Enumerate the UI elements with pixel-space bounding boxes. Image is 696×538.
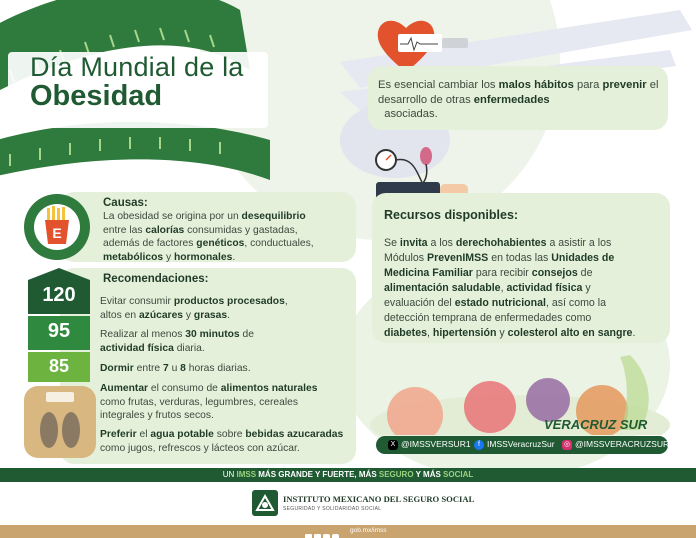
youtube-small-icon[interactable]: [332, 534, 339, 538]
facebook-icon: f: [474, 440, 484, 450]
recomendacion-3: Dormir entre 7 u 8 horas diarias.: [100, 363, 251, 374]
level-95: 95: [47, 320, 71, 342]
social-instagram[interactable]: ◎ @IMSSVERACRUZSUR: [563, 439, 670, 449]
page-title-line1: Día Mundial de la: [30, 52, 244, 82]
fries-icon: [43, 206, 71, 246]
svg-text:E: E: [52, 225, 62, 241]
causas-text: La obesidad se origina por un desequilibrio entre las calorías consumidas y gastadas, además de factores genéticos, conductuales, metabólicos y hormonales.: [103, 211, 314, 263]
level-120: 120: [42, 284, 76, 306]
recomendacion-1: Evitar consumir productos procesados, altos en azúcares y grasas.: [100, 296, 288, 321]
social-icons-row: [305, 528, 339, 535]
causas-heading: Causas:: [103, 197, 148, 209]
bottom-strip: [0, 525, 696, 538]
instagram-small-icon[interactable]: [323, 534, 330, 538]
institution-name: INSTITUTO MEXICANO DEL SEGURO SOCIAL: [283, 494, 475, 504]
slogan-strip: UN IMSS MÁS GRANDE Y FUERTE, MÁS SEGURO Y MÁS SOCIAL: [0, 468, 696, 482]
x-small-icon[interactable]: [314, 534, 321, 538]
region-label: VERACRUZ SUR: [544, 417, 648, 432]
recomendaciones-heading: Recomendaciones:: [103, 273, 209, 285]
bathroom-scale-icon: [22, 384, 98, 460]
recursos-heading: Recursos disponibles:: [384, 208, 519, 222]
institution-tagline: SEGURIDAD Y SOLIDARIDAD SOCIAL: [283, 506, 382, 512]
website-link[interactable]: gob.mx/imss: [350, 527, 387, 534]
recomendacion-2: Realizar al menos 30 minutos de actividad física diaria.: [100, 329, 254, 354]
imss-logo: [252, 490, 278, 516]
social-bar: [376, 436, 668, 454]
recomendacion-5: Preferir el agua potable sobre bebidas azucaradas como jugos, refrescos y lácteos con azúcar.: [100, 429, 344, 454]
intro-text: Es esencial cambiar los malos hábitos para prevenir el desarrollo de otras enfermedades asociadas.: [378, 79, 659, 120]
recursos-text: Se invita a los derechohabientes a asistir a los Módulos PrevenIMSS en todas las Unidades de Medicina Familiar para recibir consejos de alimentación saludable, actividad física y evaluación del estado nutricional, así como la detección temprana de enfermedades como diabetes, hipertensión y colesterol alto en sangre.: [384, 237, 636, 339]
facebook-small-icon[interactable]: [305, 534, 312, 538]
level-85: 85: [48, 356, 70, 376]
social-facebook[interactable]: f IMSSVeracruzSur: [474, 439, 555, 450]
recomendacion-4: Aumentar el consumo de alimentos naturales como frutas, verduras, legumbres, cereales integrales y frutos secos.: [100, 383, 318, 422]
x-icon: X: [388, 440, 398, 450]
page-title-line2: Obesidad: [30, 80, 163, 112]
instagram-icon: ◎: [563, 440, 571, 448]
social-x[interactable]: X @IMSSVERSUR1: [388, 439, 471, 450]
